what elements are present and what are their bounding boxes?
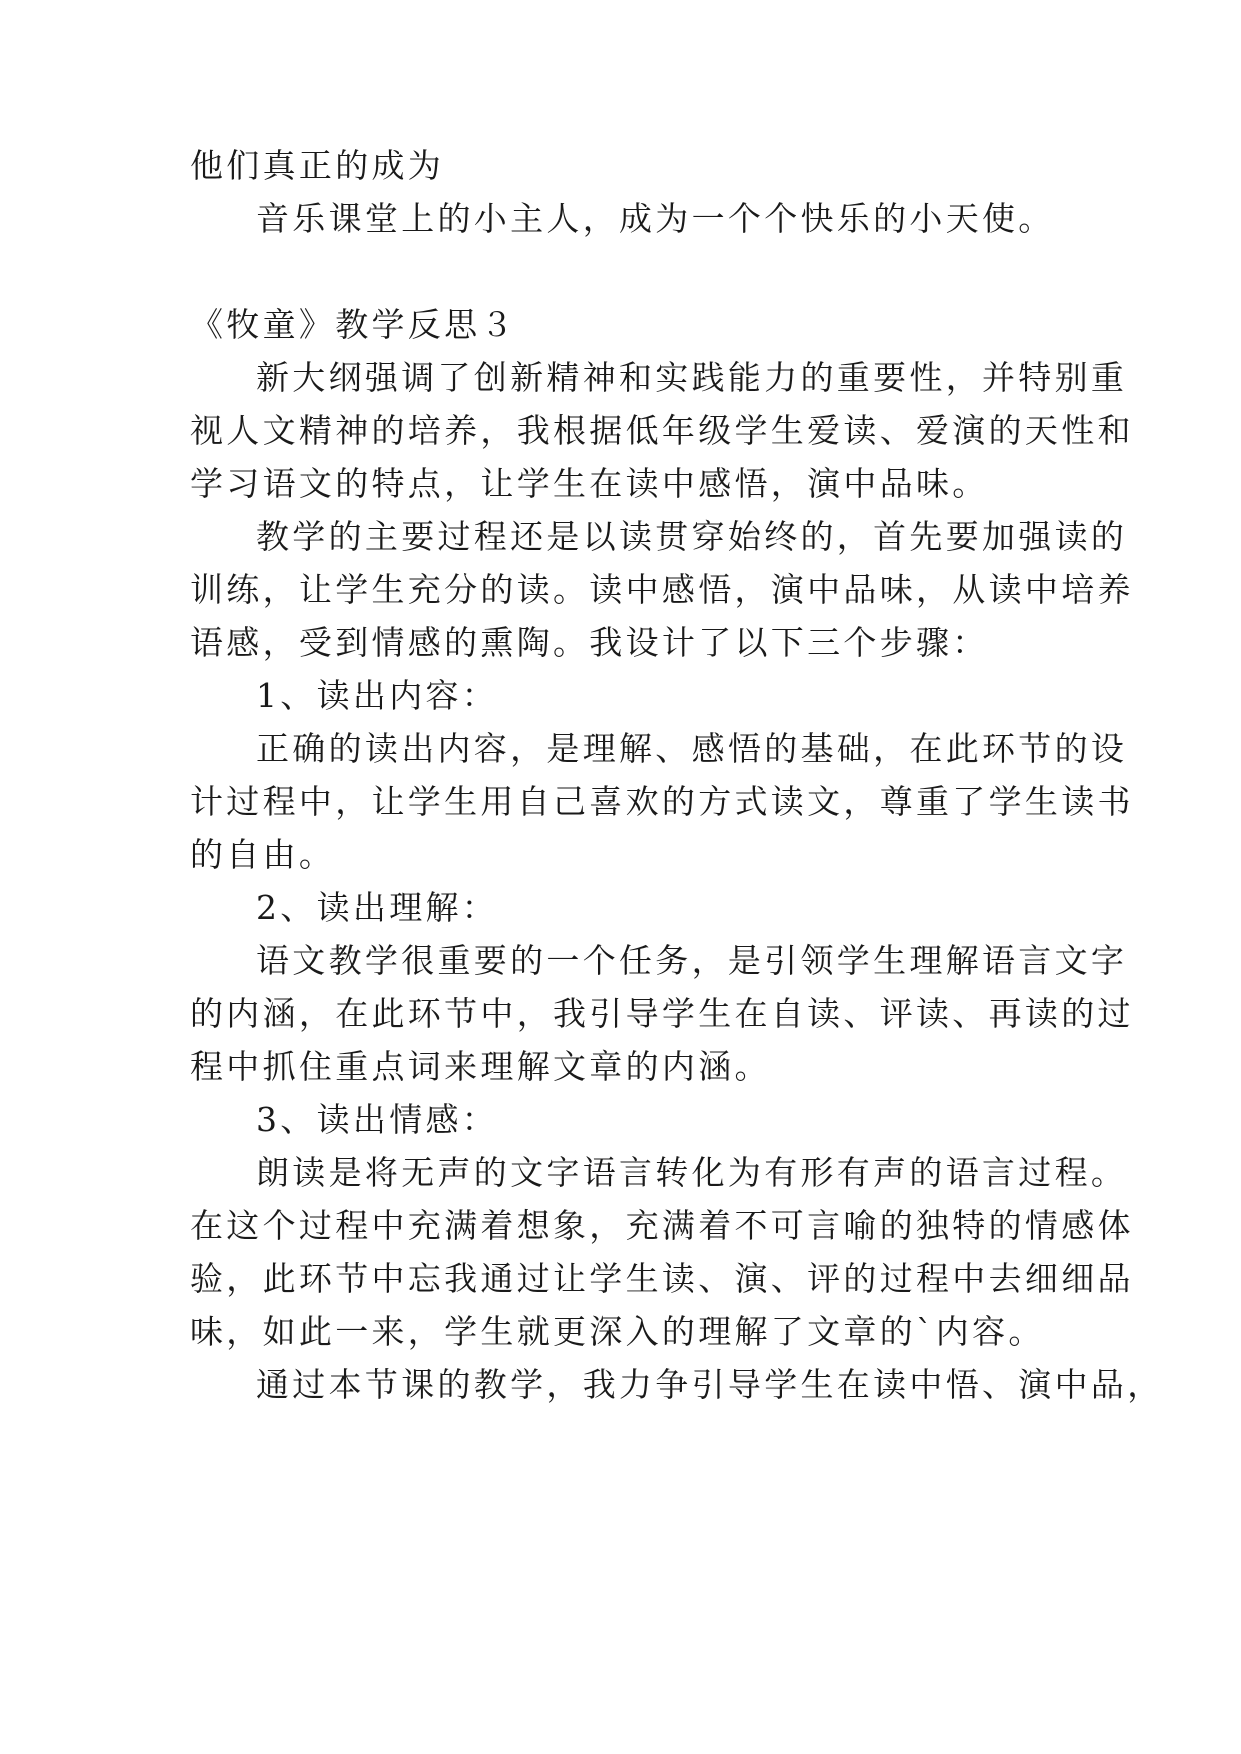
text-line: 语文教学很重要的一个任务，是引领学生理解语言文字 <box>256 941 1128 980</box>
text-line: 音乐课堂上的小主人，成为一个个快乐的小天使。 <box>256 199 1055 238</box>
list-heading: 2、读出理解： <box>256 888 499 927</box>
text-line: 计过程中，让学生用自己喜欢的方式读文，尊重了学生读书 <box>190 782 1134 821</box>
text-line: 通过本节课的教学，我力争引导学生在读中悟、演中品， <box>256 1365 1164 1404</box>
text-line: 视人文精神的培养，我根据低年级学生爱读、爱演的天性和 <box>190 411 1134 450</box>
text-line: 教学的主要过程还是以读贯穿始终的，首先要加强读的 <box>256 517 1128 556</box>
list-heading: 3、读出情感： <box>256 1100 499 1139</box>
text-line: 朗读是将无声的文字语言转化为有形有声的语言过程。 <box>256 1153 1128 1192</box>
text-line: 验，此环节中忘我通过让学生读、演、评的过程中去细细品 <box>190 1259 1134 1298</box>
text-line: 训练，让学生充分的读。读中感悟，演中品味，从读中培养 <box>190 570 1134 609</box>
text-line: 新大纲强调了创新精神和实践能力的重要性，并特别重 <box>256 358 1128 397</box>
text-line: 语感，受到情感的熏陶。我设计了以下三个步骤： <box>190 623 989 662</box>
text-line: 程中抓住重点词来理解文章的内涵。 <box>190 1047 771 1086</box>
text-line: 味，如此一来，学生就更深入的理解了文章的`内容。 <box>190 1312 1045 1351</box>
text-line: 在这个过程中充满着想象，充满着不可言喻的独特的情感体 <box>190 1206 1134 1245</box>
list-heading: 1、读出内容： <box>256 676 499 715</box>
text-line: 他们真正的成为 <box>190 146 445 185</box>
text-line: 的内涵，在此环节中，我引导学生在自读、评读、再读的过 <box>190 994 1134 1033</box>
text-line: 学习语文的特点，让学生在读中感悟，演中品味。 <box>190 464 989 503</box>
section-heading: 《牧童》教学反思３ <box>190 305 517 344</box>
text-line: 正确的读出内容，是理解、感悟的基础，在此环节的设 <box>256 729 1128 768</box>
text-line: 的自由。 <box>190 835 336 874</box>
